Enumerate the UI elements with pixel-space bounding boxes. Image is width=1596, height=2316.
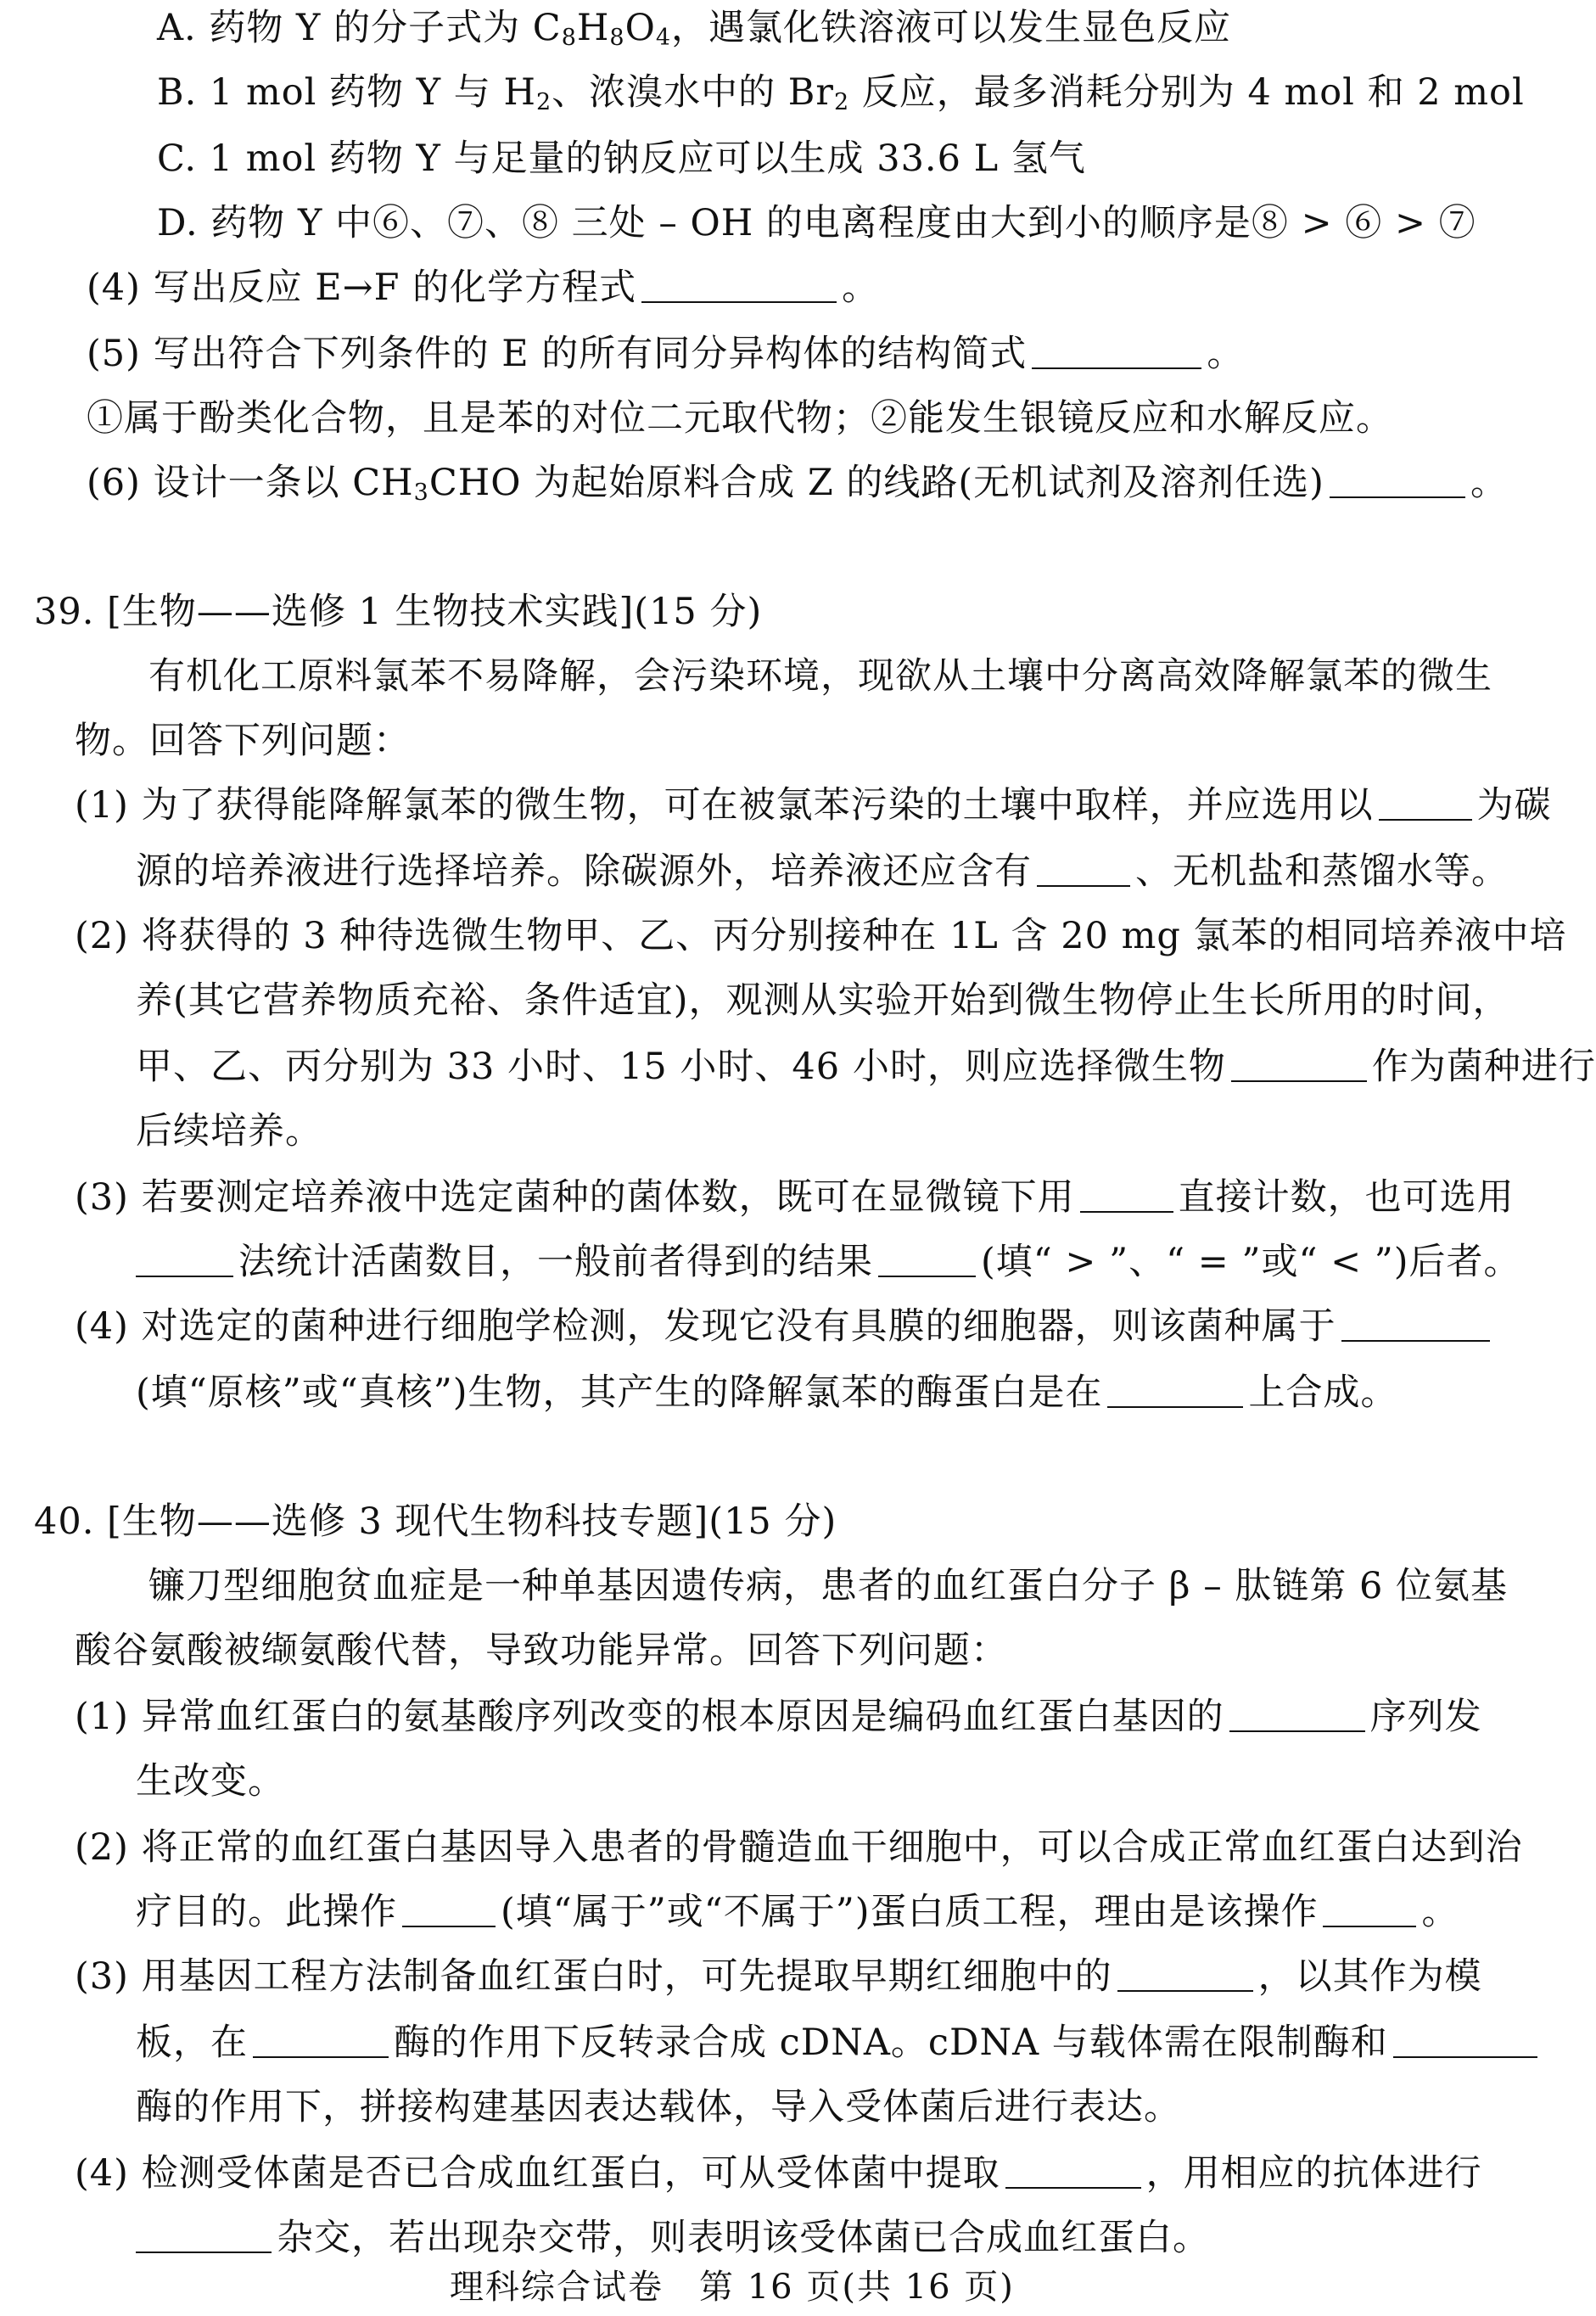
answer-blank[interactable] (1032, 367, 1201, 369)
option-a: A. 药物 Y 的分子式为 $C_8H_8O_4$，遇氯化铁溶液可以发生显色反应 (157, 7, 1232, 51)
question-39-3-cont: 法统计活菌数目，一般前者得到的结果 (填“ > ”、“ = ”或“ < ”)后者。 (136, 1236, 1521, 1288)
option-c: C. 1 mol 药物 Y 与足量的钠反应可以生成 33.6 L 氢气 (157, 137, 1086, 180)
answer-blank[interactable] (1080, 1211, 1173, 1213)
answer-blank[interactable] (136, 1276, 233, 1277)
answer-blank[interactable] (1231, 1080, 1367, 1082)
question-39-4-cont: (填“原核”或“真核”)生物，其产生的降解氯苯的酶蛋白是在 上合成。 (136, 1371, 1398, 1414)
answer-blank[interactable] (1005, 2187, 1141, 2189)
question-40-3: (3) 用基因工程方法制备血红蛋白时，可先提取早期红细胞中的 ，以其作为模 (75, 1955, 1482, 1998)
question-40-1-cont: 生改变。 (136, 1760, 285, 1803)
question-39-2-cont3: 后续培养。 (136, 1110, 322, 1152)
question-40-intro-cont: 酸谷氨酸被缬氨酸代替，导致功能异常。回答下列问题： (75, 1629, 1008, 1672)
answer-blank[interactable] (1037, 885, 1130, 887)
option-d: D. 药物 Y 中⑥、⑦、⑧ 三处 – OH 的电离程度由大到小的顺序是⑧ > ⑥ > ⑦ (157, 202, 1476, 244)
question-39-intro: 有机化工原料氯苯不易降解，会污染环境，现欲从土壤中分离高效降解氯苯的微生 (148, 655, 1492, 698)
answer-blank[interactable] (136, 2252, 272, 2253)
question-40-3-cont2: 酶的作用下，拼接构建基因表达载体，导入受体菌后进行表达。 (136, 2086, 1181, 2128)
question-39-1: (1) 为了获得能降解氯苯的微生物，可在被氯苯污染的土壤中取样，并应选用以 为碳 (75, 784, 1552, 827)
answer-blank[interactable] (1379, 819, 1472, 821)
answer-blank[interactable] (253, 2056, 389, 2058)
question-39-2-cont: 养(其它营养物质充裕、条件适宜)，观测从实验开始到微生物停止生长所用的时间， (136, 979, 1510, 1022)
question-39-3: (3) 若要测定培养液中选定菌种的菌体数，既可在显微镜下用 直接计数，也可选用 (75, 1176, 1515, 1219)
question-40-3-cont: 板，在 酶的作用下反转录合成 cDNA。cDNA 与载体需在限制酶和 (136, 2016, 1543, 2069)
option-b: B. 1 mol 药物 Y 与 $H_2$、浓溴水中的 $Br_2$ 反应，最多消耗分别为 4 mol 和 2 mol (157, 71, 1525, 115)
question-39-2: (2) 将获得的 3 种待选微生物甲、乙、丙分别接种在 1L 含 20 mg 氯苯的相同培养液中培 (75, 915, 1567, 957)
question-40-4: (4) 检测受体菌是否已合成血红蛋白，可从受体菌中提取 ，用相应的抗体进行 (75, 2152, 1482, 2195)
answer-blank[interactable] (402, 1926, 496, 1927)
question-39-intro-cont: 物。回答下列问题： (75, 720, 411, 762)
answer-blank[interactable] (1393, 2056, 1537, 2058)
answer-blank[interactable] (1341, 1340, 1490, 1342)
answer-blank[interactable] (1330, 496, 1465, 498)
question-40-intro: 镰刀型细胞贫血症是一种单基因遗传病，患者的血红蛋白分子 β – 肽链第 6 位氨基 (148, 1565, 1509, 1607)
question-38-4: (4) 写出反应 E→F 的化学方程式 。 (87, 266, 880, 309)
question-39-1-cont: 源的培养液进行选择培养。除碳源外，培养液还应含有 、无机盐和蒸馏水等。 (136, 850, 1509, 893)
answer-blank[interactable] (1117, 1990, 1253, 1992)
question-40-2: (2) 将正常的血红蛋白基因导入患者的骨髓造血干细胞中，可以合成正常血红蛋白达到治 (75, 1826, 1523, 1869)
question-40-4-cont: 杂交，若出现杂交带，则表明该受体菌已合成血红蛋白。 (136, 2212, 1210, 2264)
answer-blank[interactable] (641, 301, 837, 303)
question-38-5: (5) 写出符合下列条件的 E 的所有同分异构体的结构简式 。 (87, 333, 1245, 375)
answer-blank[interactable] (1323, 1926, 1416, 1927)
question-40-title: 40. [生物——选修 3 现代生物科技专题](15 分) (34, 1500, 837, 1543)
answer-blank[interactable] (1229, 1730, 1365, 1732)
question-40-1: (1) 异常血红蛋白的氨基酸序列改变的根本原因是编码血红蛋白基因的 序列发 (75, 1696, 1482, 1738)
question-39-4: (4) 对选定的菌种进行细胞学检测，发现它没有具膜的细胞器，则该菌种属于 (75, 1300, 1495, 1353)
answer-blank[interactable] (1107, 1406, 1243, 1408)
question-38-6: (6) 设计一条以 $CH_3CHO$ 为起始原料合成 Z 的线路(无机试剂及溶剂任选) 。 (87, 462, 1508, 506)
question-39-2-cont2: 甲、乙、丙分别为 33 小时、15 小时、46 小时，则应选择微生物 作为菌种进行 (136, 1046, 1596, 1088)
question-38-5-conditions: ①属于酚类化合物，且是苯的对位二元取代物；②能发生银镜反应和水解反应。 (87, 397, 1393, 440)
question-39-title: 39. [生物——选修 1 生物技术实践](15 分) (34, 591, 763, 633)
answer-blank[interactable] (878, 1276, 976, 1277)
question-40-2-cont: 疗目的。此操作 (填“属于”或“不属于”)蛋白质工程，理由是该操作 。 (136, 1891, 1459, 1933)
page-footer: 理科综合试卷 第 16 页(共 16 页) (450, 2268, 1015, 2307)
